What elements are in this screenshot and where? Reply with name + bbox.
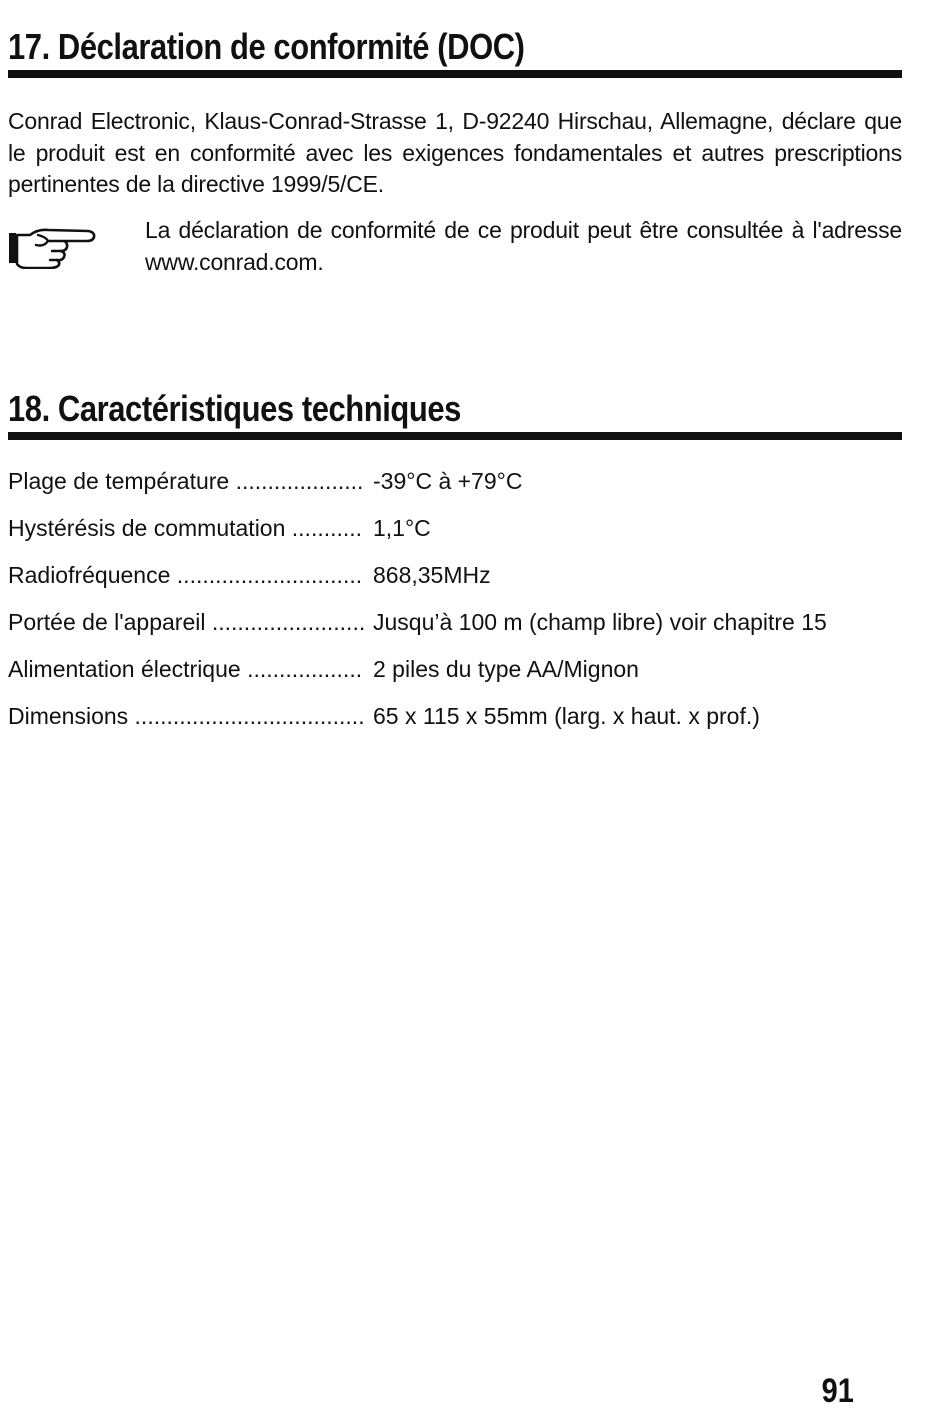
spec-label [8,515,373,542]
spec-label-text: Radiofréquence [8,562,171,588]
dot-leader: ............................. [170,562,363,588]
dot-leader: .................................... [128,703,365,729]
spec-label-text: Plage de température [8,468,230,494]
spec-label-text: Dimensions [8,703,129,729]
conformity-paragraph: Conrad Electronic, Klaus-Conrad-Strasse 1, D-92240 Hirschau, Allemagne, déclare que le produit est en conformité avec les exigences fondamentales et autres prescriptions pertinentes de la directive 1999/5/CE. [8,108,902,197]
spec-label [8,609,373,636]
dot-leader: .................. [240,656,363,682]
page-number: 91 [821,1372,854,1410]
section-18-rule [8,432,902,440]
spec-label [8,703,373,730]
spec-row [8,703,760,730]
spec-label [8,562,373,589]
dot-leader: ........................ [205,609,366,635]
spec-value: Jusqu’à 100 m (champ libre) voir chapitre 15 [373,609,827,635]
spec-row [8,562,491,589]
conformity-note: La déclaration de conformité de ce produit peut être consultée à l'adresse www.conrad.com. [145,217,902,275]
spec-value: 65 x 115 x 55mm (larg. x haut. x prof.) [373,703,760,729]
section-17-heading: 17. Déclaration de conformité (DOC) [8,26,525,67]
spec-value: 1,1°C [373,515,431,541]
section-17-rule [8,70,902,78]
spec-row [8,656,639,683]
spec-row [8,609,827,636]
spec-label-text: Alimentation électrique [8,656,241,682]
spec-value: 2 piles du type AA/Mignon [373,656,639,682]
spec-label-text: Portée de l'appareil [8,609,206,635]
dot-leader: ........... [285,515,363,541]
dot-leader: .................... [229,468,364,494]
spec-label [8,468,373,495]
spec-value: -39°C à +79°C [373,468,523,494]
spec-label-text: Hystérésis de commutation [8,515,286,541]
spec-value: 868,35MHz [373,562,491,588]
section-18-heading: 18. Caractéristiques techniques [8,388,461,429]
pointing-hand-icon [8,219,96,269]
spec-row [8,468,522,495]
spec-label [8,656,373,683]
spec-row [8,515,431,542]
